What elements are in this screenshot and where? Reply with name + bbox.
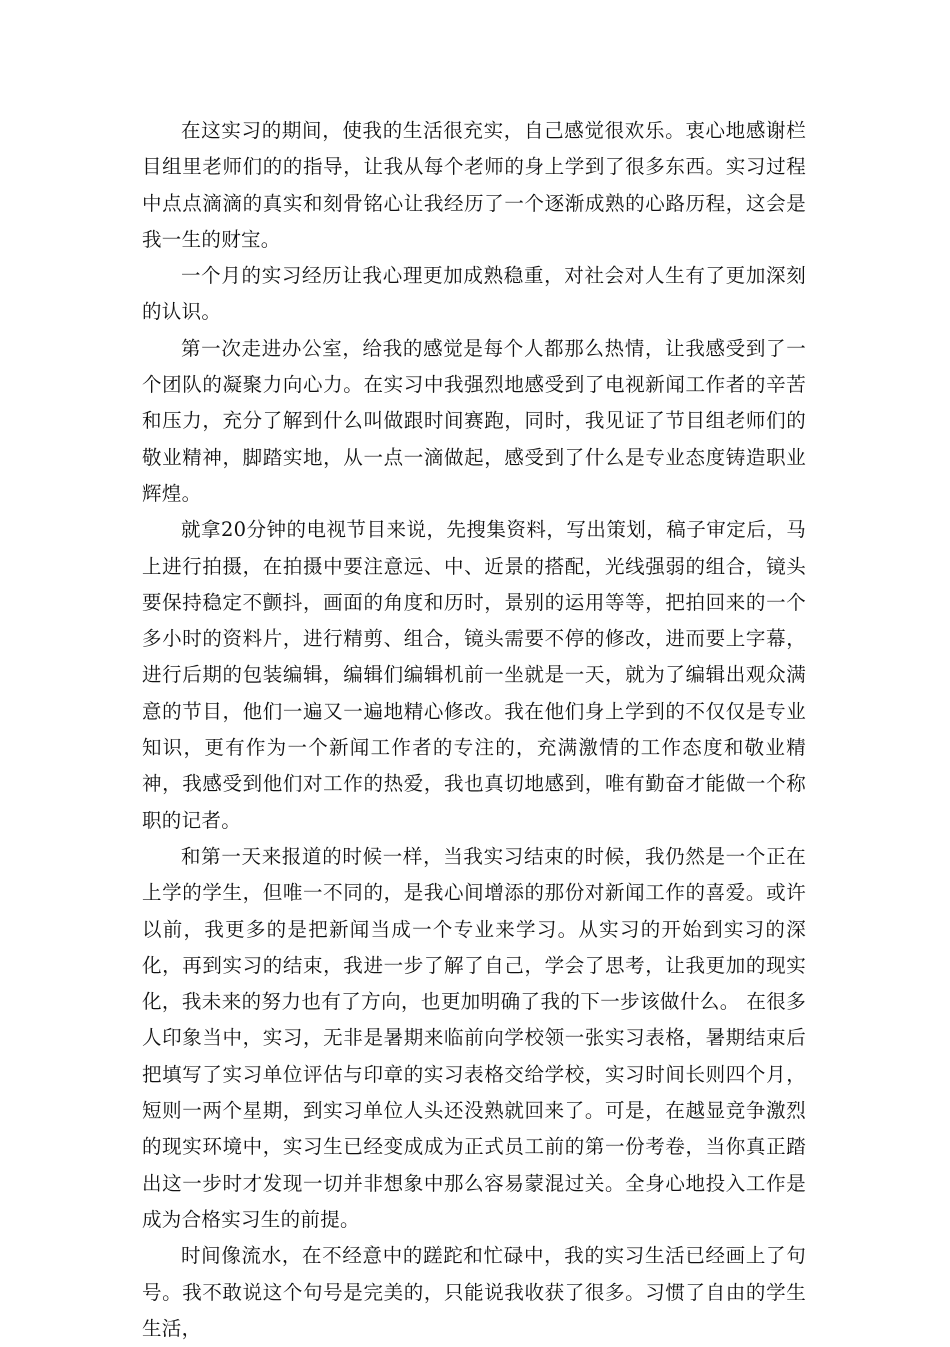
paragraph-4: 就拿20分钟的电视节目来说，先搜集资料，写出策划，稿子审定后，马上进行拍摄，在拍摄中要注意远、中、近景的搭配，光线强弱的组合，镜头要保持稳定不颤抖，画面的角度和历时，景别的运用等等，把拍回来的一个多小时的资料片，进行精剪、组合，镜头需要不停的修改，进而要上字幕，进行后期的包装编辑，编辑们编辑机前一坐就是一天，就为了编辑出观众满意的节目，他们一遍又一遍地精心修改。我在他们身上学到的不仅仅是专业知识，更有作为一个新闻工作者的专注的，充满激情的工作态度和敬业精神，我感受到他们对工作的热爱，我也真切地感到，唯有勤奋才能做一个称职的记者。	[142, 518, 806, 832]
paragraph-3: 第一次走进办公室，给我的感觉是每个人都那么热情，让我感受到了一个团队的凝聚力向心力。在实习中我强烈地感受到了电视新闻工作者的辛苦和压力，充分了解到什么叫做跟时间赛跑，同时，我见证了节目组老师们的敬业精神，脚踏实地，从一点一滴做起，感受到了什么是专业态度铸造职业辉煌。	[142, 336, 806, 505]
paragraph-5: 和第一天来报道的时候一样，当我实习结束的时候，我仍然是一个正在上学的学生，但唯一不同的，是我心间增添的那份对新闻工作的喜爱。或许以前，我更多的是把新闻当成一个专业来学习。从实习的开始到实习的深化，再到实习的结束，我进一步了解了自己，学会了思考，让我更加的现实化，我未来的努力也有了方向，也更加明确了我的下一步该做什么。 在很多人印象当中，实习，无非是暑期来临前向学校领一张实习表格，暑期结束后把填写了实习单位评估与印章的实习表格交给学校，实习时间长则四个月，短则一两个星期，到实习单位人头还没熟就回来了。可是，在越显竞争激烈的现实环境中，实习生已经变成成为正式员工前的第一份考卷，当你真正踏出这一步时才发现一切并非想象中那么容易蒙混过关。全身心地投入工作是成为合格实习生的前提。	[142, 844, 806, 1231]
paragraph-6: 时间像流水，在不经意中的蹉跎和忙碌中，我的实习生活已经画上了句号。我不敢说这个句号是完美的，只能说我收获了很多。习惯了自由的学生生活，	[142, 1244, 806, 1340]
paragraph-1: 在这实习的期间，使我的生活很充实，自己感觉很欢乐。衷心地感谢栏目组里老师们的的指导，让我从每个老师的身上学到了很多东西。实习过程中点点滴滴的真实和刻骨铭心让我经历了一个逐渐成熟的心路历程，这会是我一生的财宝。	[142, 119, 806, 251]
paragraph-2: 一个月的实习经历让我心理更加成熟稳重，对社会对人生有了更加深刻的认识。	[142, 264, 806, 324]
document-body	[142, 113, 806, 1347]
